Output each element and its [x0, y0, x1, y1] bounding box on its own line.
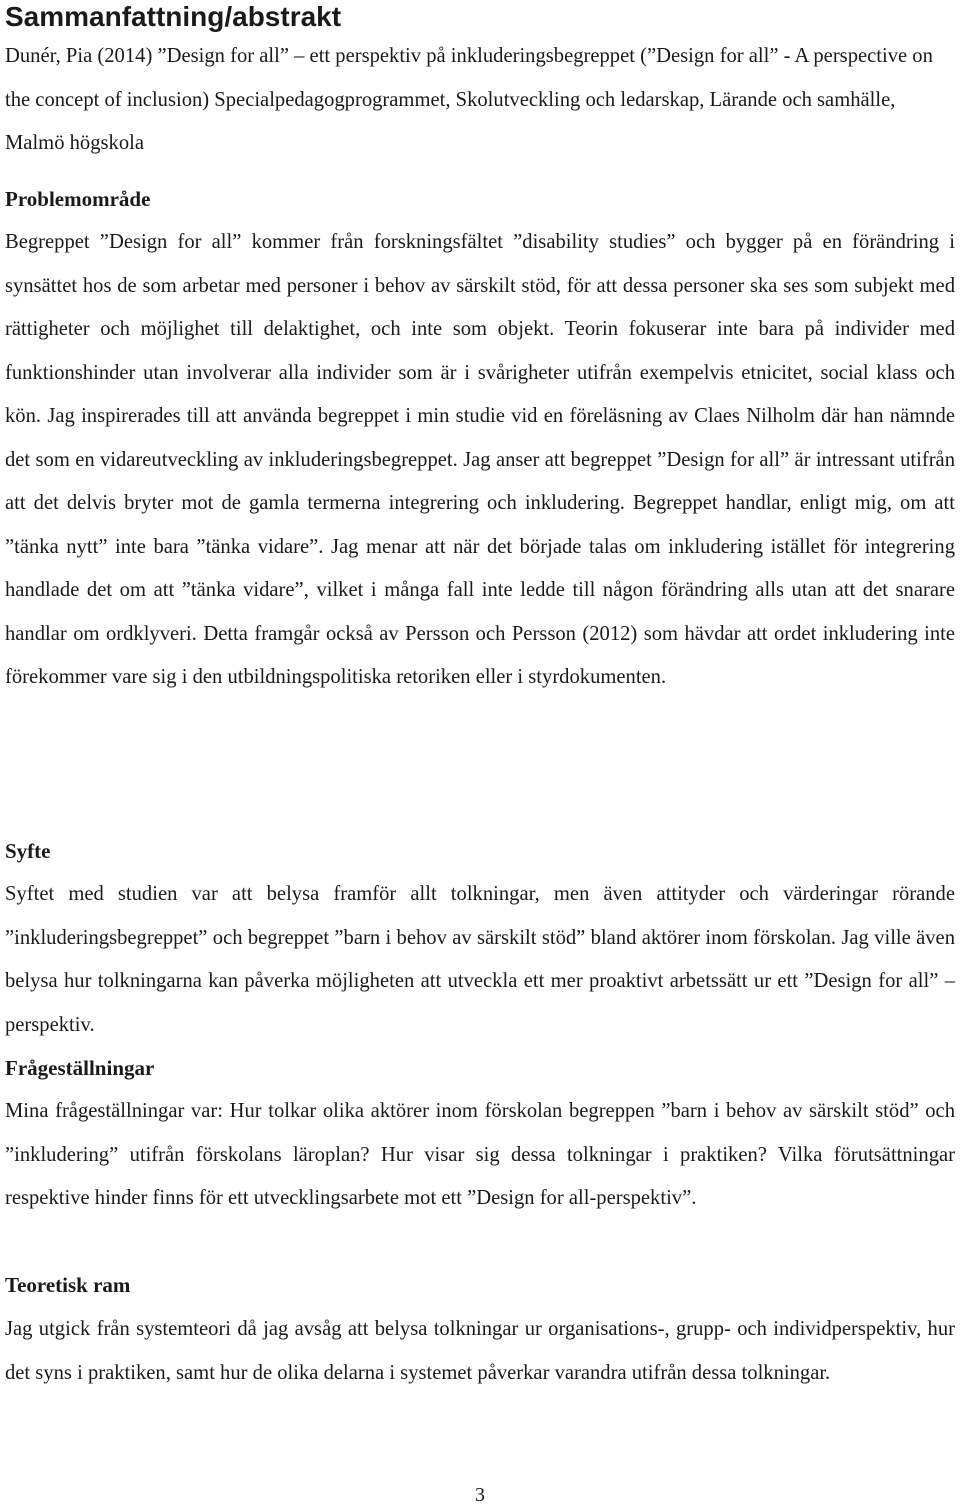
section-body-syfte: Syftet med studien var att belysa framför allt tolkningar, men även attityder och värderingar rörande ”inkluderingsbegreppet” och begreppet ”barn i behov av särskilt stöd” bland aktörer inom förskolan. Jag ville även belysa hur tolkningarna kan påverka möjligheten att utveckla ett mer proaktivt arbetssätt ur ett ”Design for all” – perspektiv. — [5, 883, 955, 1036]
section-heading-fragestallningar: Frågeställningar — [5, 1056, 155, 1080]
section-body-teoretisk-ram: Jag utgick från systemteori då jag avsåg att belysa tolkningar ur organisations-, grupp- och individperspektiv, hur det syns i praktiken, samt hur de olika delarna i systemet påverkar varandra utifrån dessa tolkningar. — [5, 1318, 955, 1384]
section-body-fragestallningar: Mina frågeställningar var: Hur tolkar olika aktörer inom förskolan begreppen ”barn i behov av särskilt stöd” och ”inkludering” utifrån förskolans läroplan? Hur visar sig dessa tolkningar i praktiken? Vilka förutsättningar respektive hinder finns för ett utvecklingsarbete mot ett ”Design for all-perspektiv”. — [5, 1100, 955, 1209]
citation-text: Dunér, Pia (2014) ”Design for all” – ett perspektiv på inkluderingsbegreppet (”Design for all” - A perspective on the concept of inclusion) Specialpedagogprogrammet, Skolutveckling och ledarskap, Lärande och samhälle, Malmö högskola — [5, 45, 933, 154]
section-heading-syfte: Syfte — [5, 839, 51, 863]
section-heading-teoretisk-ram: Teoretisk ram — [5, 1273, 131, 1297]
page-title: Sammanfattning/abstrakt — [5, 1, 342, 32]
section-heading-problemomrade: Problemområde — [5, 187, 151, 211]
section-body-problemomrade: Begreppet ”Design for all” kommer från forskningsfältet ”disability studies” och bygger på en förändring i synsättet hos de som arbetar med personer i behov av särskilt stöd, för att dessa personer ska ses som subjekt med rättigheter och möjlighet till delaktighet, och inte som objekt. Teorin fokuserar inte bara på individer med funktionshinder utan involverar alla individer som är i svårigheter utifrån exempelvis etnicitet, social klass och kön. Jag inspirerades till att använda begreppet i min studie vid en föreläsning av Claes Nilholm där han nämnde det som en vidareutveckling av inkluderingsbegreppet. Jag anser att begreppet ”Design for all” är intressant utifrån att det delvis bryter mot de gamla termerna integrering och inkludering. Begreppet handlar, enligt mig, om att ”tänka nytt” inte bara ”tänka vidare”. Jag menar att när det började talas om inkludering istället för integrering handlade det om att ”tänka vidare”, vilket i många fall inte ledde till någon förändring alls utan att det snarare handlar om ordklyveri. Detta framgår också av Persson och Persson (2012) som hävdar att ordet inkludering inte förekommer vare sig i den utbildningspolitiska retoriken eller i styrdokumenten. — [5, 231, 955, 688]
page-number: 3 — [475, 1484, 485, 1506]
